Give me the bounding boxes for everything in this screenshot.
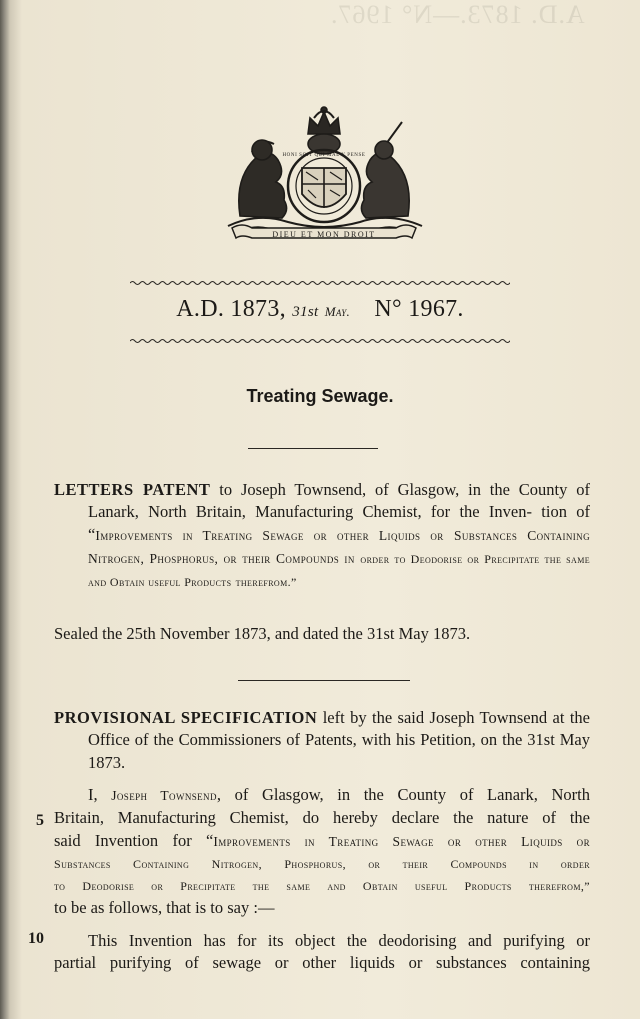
provisional-paragraph: PROVISIONAL SPECIFICATION left by the said Joseph Townsend at the Office of the Commissioners of Patents, with his Petition, on the 31st May 1873. [54, 708, 591, 772]
body-paragraph: This Invention has for its object the deodorising and purifying or partial purifying of sewage or other liquids or substances containing [54, 931, 590, 973]
sealed-statement: Sealed the 25th November 1873, and dated the 31st May 1873. [54, 624, 471, 643]
crest-garter: HONI SOIT QUI MAL Y PENSE [282, 153, 366, 158]
line-number-10: 10 [28, 930, 44, 947]
letters-patent-lead: LETTERS PATENT [54, 480, 211, 499]
patent-heading [0, 296, 640, 323]
declaration-paragraph: I, Joseph Townsend, of Glasgow, in the County of Lanark, North Britain, Manufacturing Chemist, do hereby declare the nature of the said Invention for “Improvements in Treating Sewage or other Liquids or Substances Containing Nitrogen, Phosphorus, or their Compounds in order to Deodorise or Precipitate the same and Obtain useful Products therefrom,” to be as follows, that is to say :— [54, 785, 590, 918]
heading-ad: A.D. 1873, [176, 296, 286, 322]
heading-month: May. [324, 304, 351, 319]
crest-motto: DIEU ET MON DROIT [272, 230, 376, 239]
short-rule-1 [248, 448, 378, 449]
heading-day: 31st [292, 304, 319, 320]
wavy-rule-bottom [130, 337, 510, 345]
royal-coat-of-arms-icon [218, 104, 430, 244]
document-title: Treating Sewage. [246, 386, 394, 406]
line-number-5: 5 [36, 812, 44, 829]
heading-number: N° 1967. [374, 296, 464, 322]
wavy-rule-top [130, 279, 510, 287]
provisional-lead: PROVISIONAL SPECIFICATION [54, 708, 318, 727]
letters-patent-paragraph: LETTERS PATENT to Joseph Townsend, of Glasgow, in the County of Lanark, North Britain, Manufacturing Chemist, for the Inven- tion of “Improvements in Treating Sewage or other Liquids or Substances Containing Nitrogen, Phosphorus, or their Compounds in order to Deodorise or Precipitate the same and Obtain useful Products therefrom.” [54, 480, 591, 590]
short-rule-2 [238, 680, 410, 681]
bleed-through-text: A.D. 1873.—N° 1967. [330, 0, 585, 29]
